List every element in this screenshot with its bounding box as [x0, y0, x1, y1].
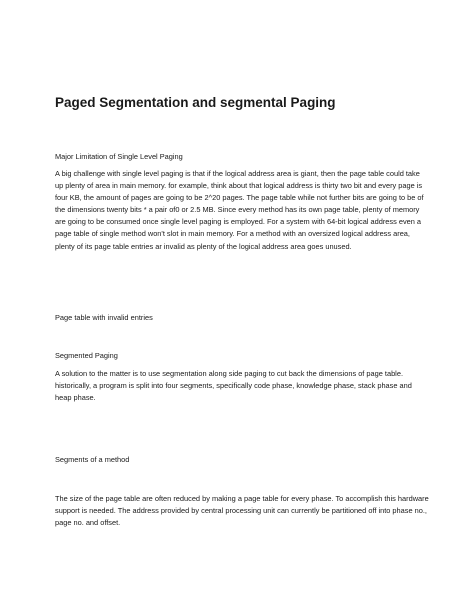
section-heading-major-limitation: Major Limitation of Single Level Paging: [55, 152, 183, 161]
figure-caption-segments: Segments of a method: [55, 455, 130, 464]
document-title: Paged Segmentation and segmental Paging: [55, 95, 336, 110]
paragraph-page-table-size: The size of the page table are often reduced by making a page table for every phase. To accomplish this hardware support is needed. The address provided by central processing unit can currently be partitioned off into phase no., page no. and offset.: [55, 494, 429, 528]
section-heading-segmented-paging: Segmented Paging: [55, 351, 118, 360]
paragraph-segmented-paging: A solution to the matter is to use segmentation along side paging to cut back the dimensions of page table. historically, a program is split into four segments, specifically code phase, knowledge phase, stack phase and heap phase.: [55, 369, 412, 403]
paragraph-single-level-paging: A big challenge with single level paging is that if the logical address area is giant, then the page table could take up plenty of area in main memory. for example, think about that logical address is thirty two bit and every page is four KB, the amount of pages are going to be 2^20 pages. The page table while not further bits are going to be of the dimensions twenty bits * a pair of0 or 2.5 MB. Since every method has its own page table, plenty of memory are going to be consumed once single level paging is employed. For a system with 64-bit logical address even a page table of single method won't slot in main memory. For a method with an oversized logical address area, plenty of its page table entries ar invalid as plenty of the logical address area goes unused.: [55, 169, 424, 251]
figure-caption-page-table: Page table with invalid entries: [55, 313, 153, 322]
